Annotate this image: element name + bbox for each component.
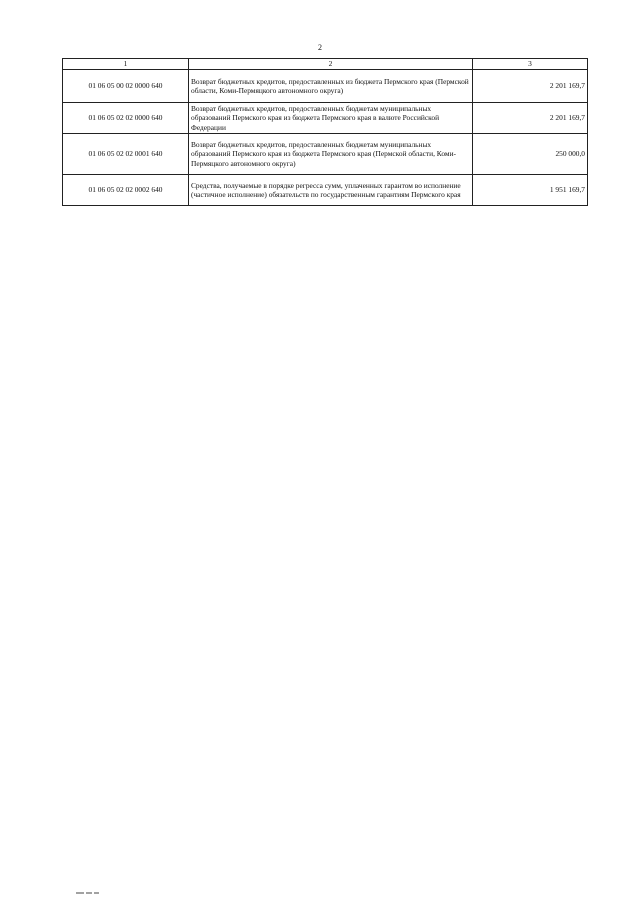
budget-sources-table [62, 58, 588, 206]
description-text: Возврат бюджетных кредитов, предоставленных бюджетам муниципальных образований Пермского края из бюджета Пермского края в валюте Российской Федерации [191, 103, 440, 132]
description-cell [189, 70, 473, 103]
scan-footer-mark [76, 891, 106, 895]
description-cell [189, 134, 473, 175]
amount-cell: 1 951 169,7 [473, 175, 588, 206]
table-row [63, 103, 588, 134]
footer-mark-stroke [76, 892, 84, 894]
description-cell [189, 175, 473, 206]
page-number: 2 [318, 43, 322, 52]
footer-mark-stroke [94, 892, 99, 894]
description-cell [189, 103, 473, 134]
budget-code-cell: 01 06 05 02 02 0001 640 [63, 134, 189, 175]
table-row [63, 70, 588, 103]
budget-code-cell: 01 06 05 02 02 0000 640 [63, 103, 189, 134]
table-row [63, 175, 588, 206]
table-row [63, 134, 588, 175]
budget-code-cell: 01 06 05 02 02 0002 640 [63, 175, 189, 206]
column-header-code: 1 [63, 59, 189, 70]
description-text: Возврат бюджетных кредитов, предоставленных бюджетам муниципальных образований Пермского края из бюджета Пермского края (Пермской области, Коми-Пермяцкого автономного округа) [191, 139, 456, 168]
amount-cell: 250 000,0 [473, 134, 588, 175]
column-header-name: 2 [189, 59, 473, 70]
footer-mark-stroke [86, 892, 92, 894]
budget-code-cell: 01 06 05 00 02 0000 640 [63, 70, 189, 103]
amount-cell: 2 201 169,7 [473, 70, 588, 103]
description-text: Средства, получаемые в порядке регресса сумм, уплаченных гарантом во исполнение (частичное исполнение) обязательств по государственным гарантиям Пермского края [191, 180, 461, 199]
column-header-sum: 3 [473, 59, 588, 70]
table-header-row [63, 59, 588, 70]
description-text: Возврат бюджетных кредитов, предоставленных из бюджета Пермского края (Пермской области, Коми-Пермяцкого автономного округа) [191, 76, 469, 95]
amount-cell: 2 201 169,7 [473, 103, 588, 134]
